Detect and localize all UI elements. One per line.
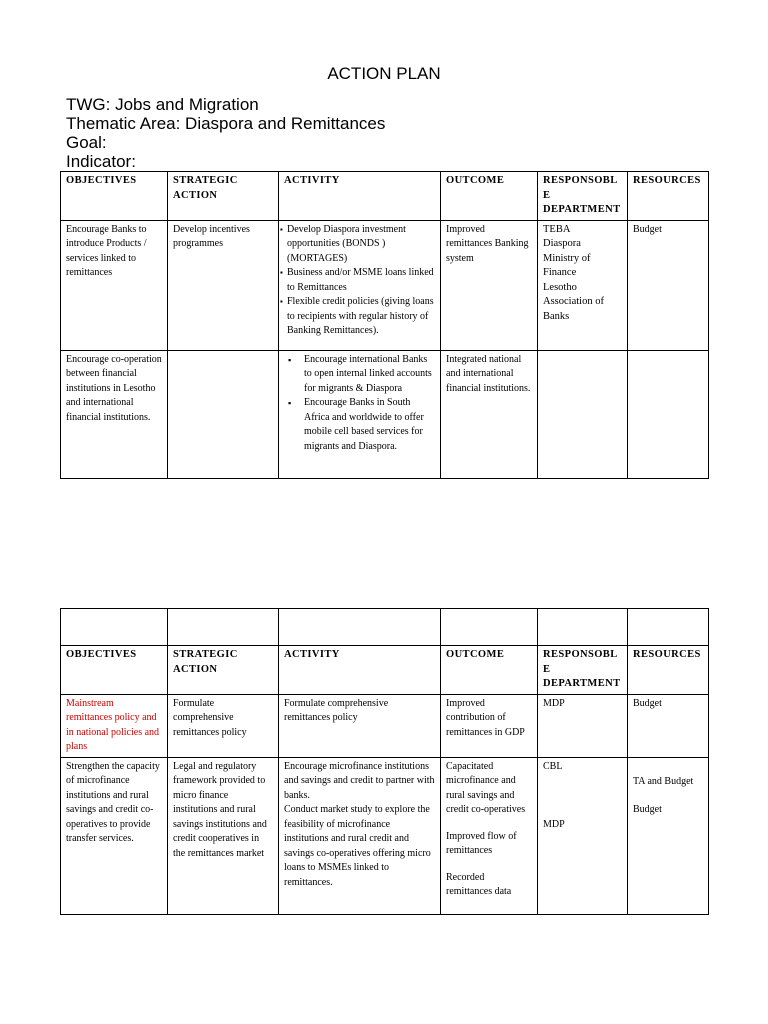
objective-cell: Encourage Banks to introduce Products / services linked to remittances: [61, 220, 168, 350]
outcome-cell: Improved contribution of remittances in GDP: [441, 694, 538, 757]
activity-cell: [279, 220, 441, 350]
table-row: [61, 757, 709, 914]
objective-cell: Mainstream remittances policy and in national policies and plans: [61, 694, 168, 757]
responsible-cell: MDP: [538, 694, 628, 757]
header-objectives: OBJECTIVES: [61, 646, 168, 695]
header-objectives: OBJECTIVES: [61, 172, 168, 221]
action-plan-table-2: [60, 608, 709, 915]
activity-item: ▪ Encourage Banks in South Africa and worldwide to offer mobile cell based services for migrants and Diaspora.: [284, 396, 435, 454]
page-title: ACTION PLAN: [327, 64, 441, 83]
outcome-cell: Integrated national and international financial institutions.: [441, 350, 538, 478]
responsible-item: Ministry of Finance: [543, 252, 591, 278]
table-row: [61, 350, 709, 478]
outcome-cell: [441, 757, 538, 914]
thematic-area-line: Thematic Area: Diaspora and Remittances: [66, 114, 386, 133]
header-outcome: OUTCOME: [441, 172, 538, 221]
responsible-item: TEBA: [543, 223, 571, 235]
responsible-item: MDP: [543, 819, 565, 830]
activity-item: ▪ Develop Diaspora investment opportunities (BONDS ) (MORTAGES): [284, 223, 435, 267]
outcome-item: Recorded remittances data: [446, 871, 512, 897]
outcome-cell: Improved remittances Banking system: [441, 220, 538, 350]
document-header: [66, 95, 385, 171]
activity-text: Encourage microfinance institutions and savings and credit to partner with banks.: [284, 760, 435, 801]
objective-cell: Strengthen the capacity of microfinance institutions and rural savings and credit co-operatives to provide transfer services.: [61, 757, 168, 914]
resources-cell: Budget: [628, 694, 709, 757]
responsible-item: CBL: [543, 760, 563, 772]
responsible-cell: [538, 220, 628, 350]
strategic-action-cell: [168, 350, 279, 478]
action-plan-table-1: [60, 171, 709, 479]
resources-cell: [628, 350, 709, 478]
strategic-action-cell: Formulate comprehensive remittances policy: [168, 694, 279, 757]
empty-row: [61, 609, 709, 646]
table-header-row: [61, 646, 709, 695]
header-resources: RESOURCES: [628, 646, 709, 695]
header-strategic-action: STRATEGIC ACTION: [168, 172, 279, 221]
twg-line: TWG: Jobs and Migration: [66, 95, 259, 114]
header-activity: ACTIVITY: [279, 646, 441, 695]
activity-text: Conduct market study to explore the feasibility of microfinance institutions and rural credit and savings co-operatives offering micro loans to MSMEs linked to remittances.: [284, 804, 431, 888]
header-resources: RESOURCES: [628, 172, 709, 221]
outcome-item: Improved flow of remittances: [446, 830, 517, 856]
header-activity: ACTIVITY: [279, 172, 441, 221]
resources-cell: Budget: [628, 220, 709, 350]
outcome-item: Capacitated microfinance and rural savings and credit co-operatives: [446, 760, 526, 815]
activity-cell: Formulate comprehensive remittances policy: [279, 694, 441, 757]
header-outcome: OUTCOME: [441, 646, 538, 695]
responsible-cell: [538, 350, 628, 478]
header-responsible: RESPONSOBL E DEPARTMENT: [538, 172, 628, 221]
responsible-item: Diaspora: [543, 238, 581, 249]
resources-item: Budget: [633, 804, 662, 815]
strategic-action-cell: Develop incentives programmes: [168, 220, 279, 350]
resources-item: TA and Budget: [633, 775, 694, 787]
activity-item: ▪ Flexible credit policies (giving loans to recipients with regular history of Banking Remittances).: [284, 295, 435, 339]
table-row: [61, 220, 709, 350]
responsible-cell: [538, 757, 628, 914]
activity-item: ▪ Business and/or MSME loans linked to Remittances: [284, 266, 435, 295]
table-header-row: [61, 172, 709, 221]
indicator-line: Indicator:: [66, 152, 136, 171]
resources-cell: [628, 757, 709, 914]
activity-cell: [279, 350, 441, 478]
activity-cell: [279, 757, 441, 914]
activity-item: ▪ Encourage international Banks to open internal linked accounts for migrants & Diaspora: [284, 353, 435, 397]
header-responsible: RESPONSOBL E DEPARTMENT: [538, 646, 628, 695]
strategic-action-cell: Legal and regulatory framework provided to micro finance institutions and rural savings institutions and credit cooperatives in the remittances market: [168, 757, 279, 914]
responsible-item: Lesotho Association of Banks: [543, 281, 604, 322]
header-strategic-action: STRATEGIC ACTION: [168, 646, 279, 695]
goal-line: Goal:: [66, 133, 107, 152]
objective-cell: Encourage co-operation between financial institutions in Lesotho and international financial institutions.: [61, 350, 168, 478]
table-row: [61, 694, 709, 757]
